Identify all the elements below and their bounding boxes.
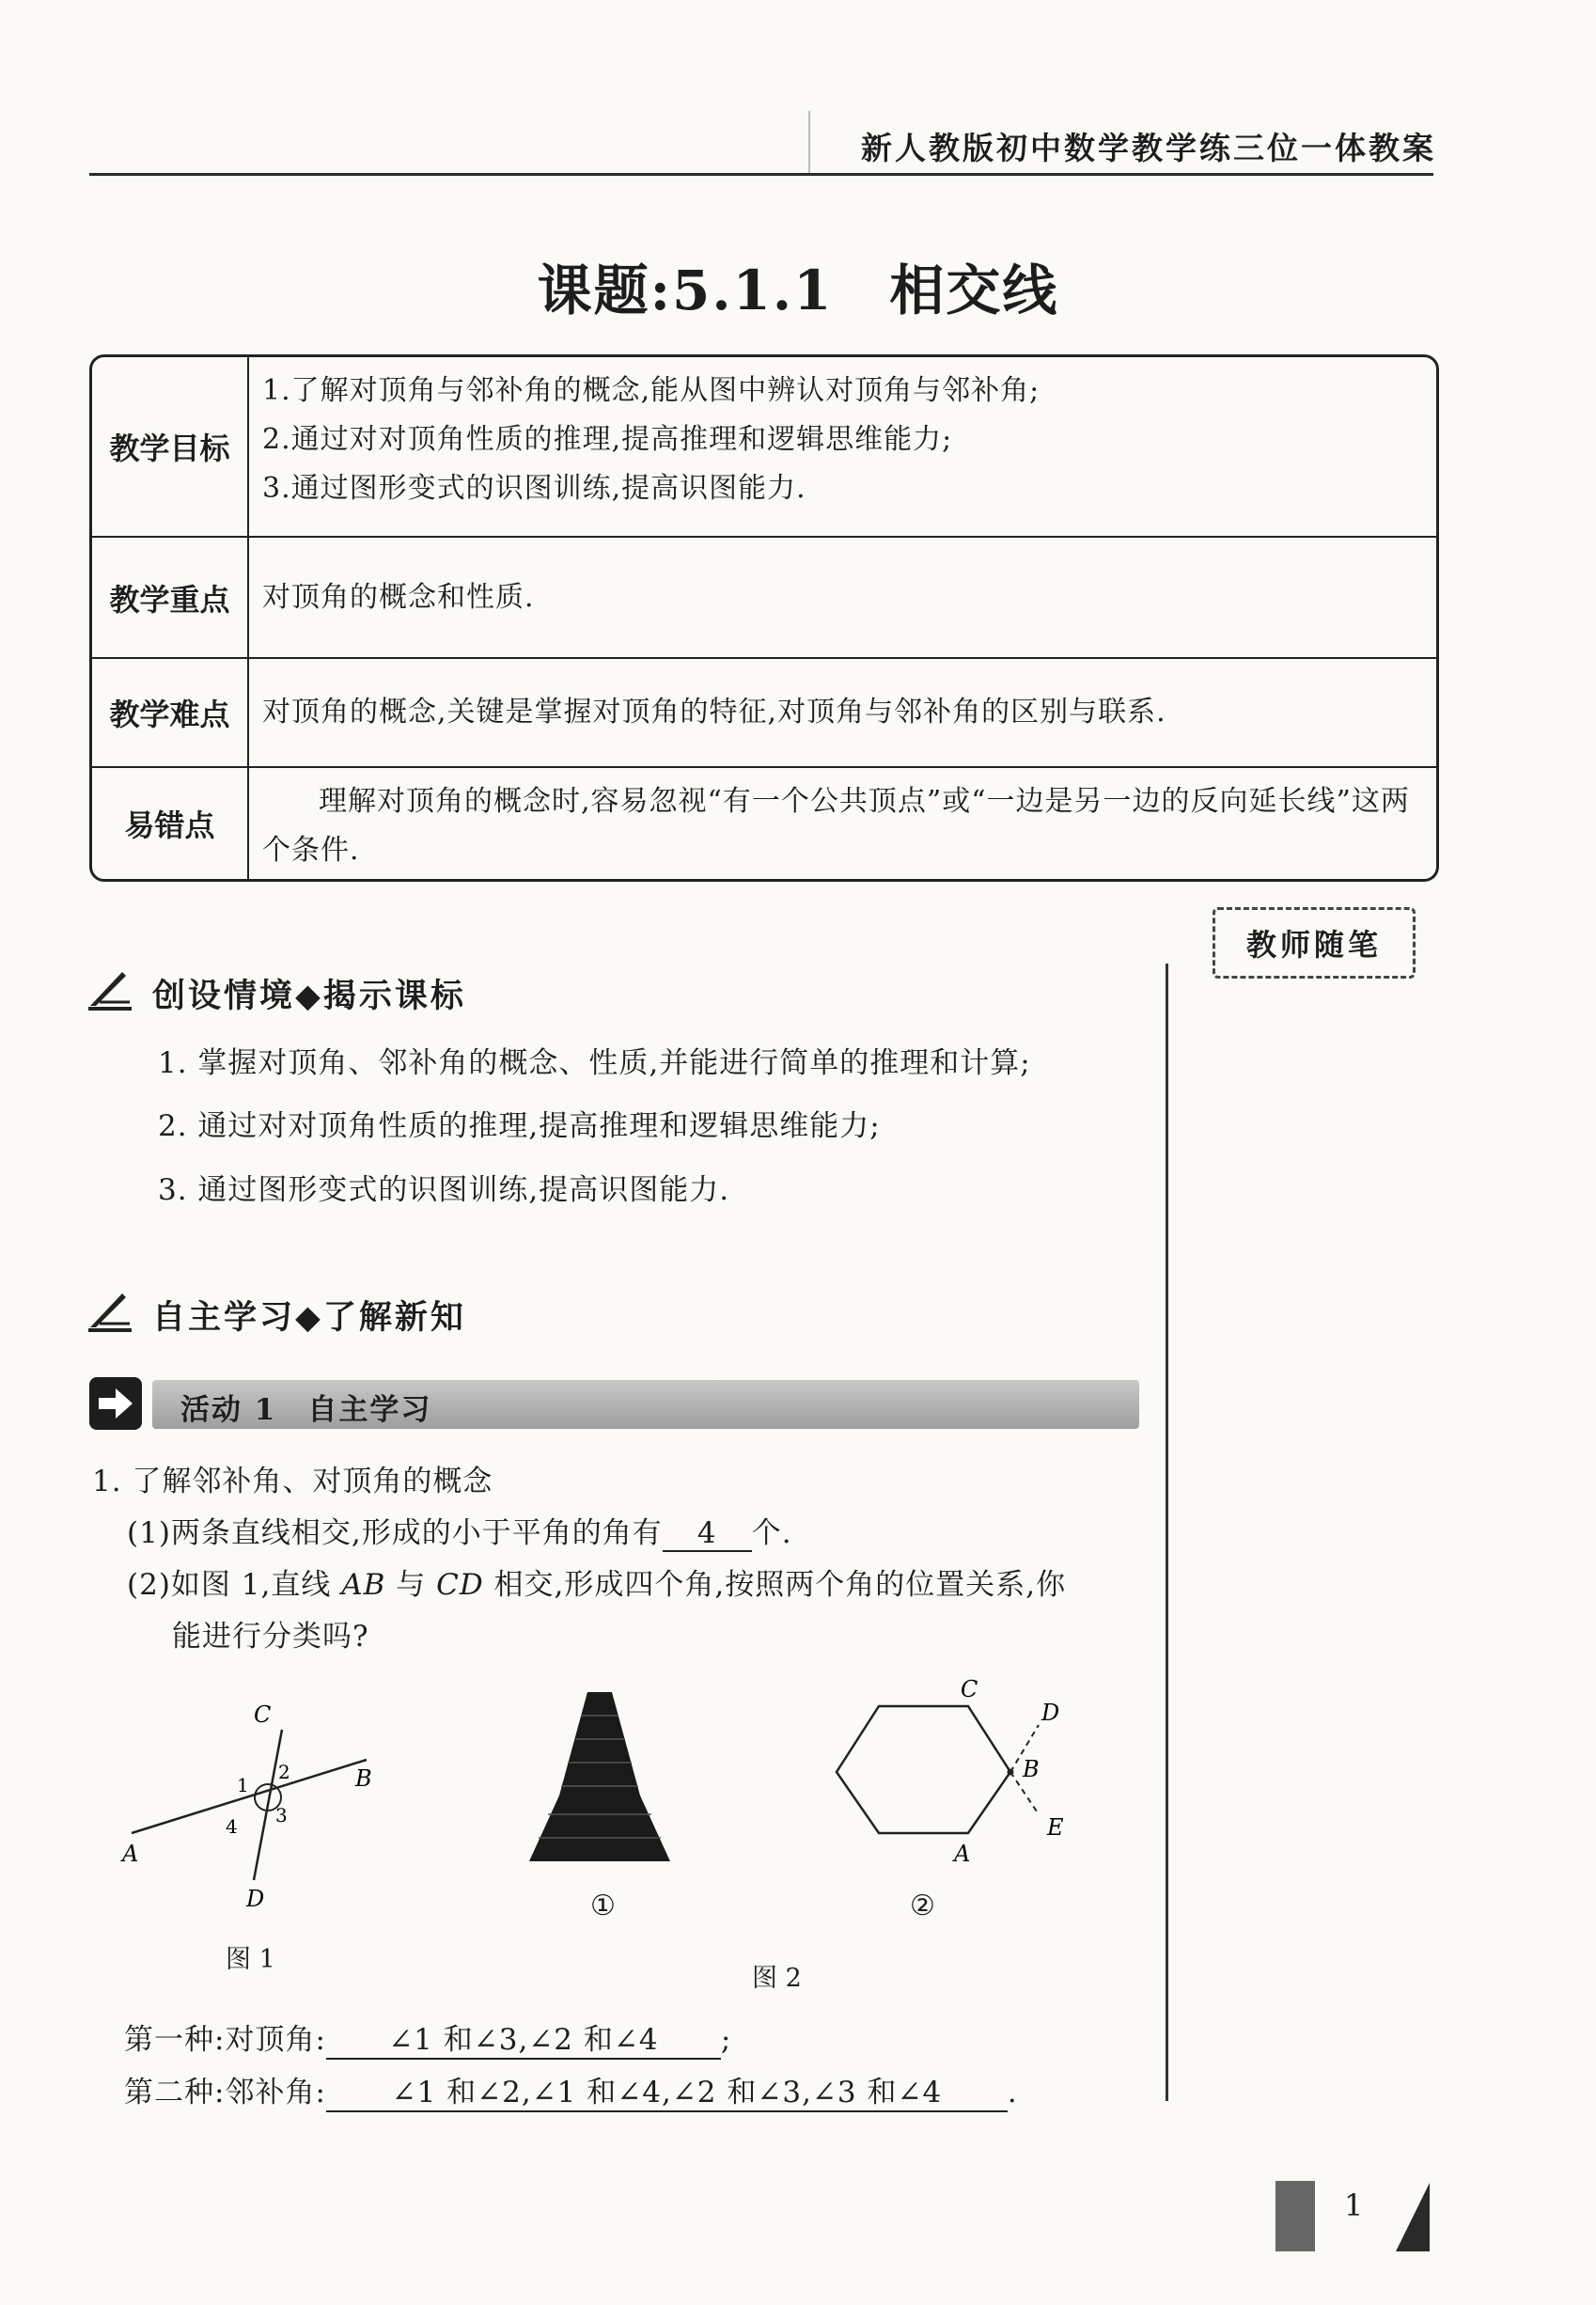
answer-adjacent-angles [124,2068,1018,2112]
answer-label: 第二种:邻补角: [124,2076,326,2109]
answer-blank: ∠1 和∠2,∠1 和∠4,∠2 和∠3,∠3 和∠4 [326,2068,1008,2112]
label-b: B [1023,1756,1040,1782]
mistake-line: 理解对顶角的概念时,容易忽视“有一个公共顶点”或“一边是另一边的反向延长线”这两个条件. [262,785,1410,867]
row-label: 教学重点 [92,538,249,657]
question-text: 相交,形成四个角,按照两个角的位置关系,你 [483,1568,1067,1602]
label-a: A [954,1841,971,1867]
line-name: CD [436,1568,484,1602]
question-text: (2)如图 1,直线 [127,1568,342,1602]
table-row-difficulties [92,657,1436,766]
answer-vertical-angles [124,2015,731,2060]
lesson-info-table [89,354,1439,882]
answer-blank: ∠1 和∠3,∠2 和∠4 [326,2015,721,2060]
line-ab [132,1760,367,1833]
row-content [249,768,1436,879]
figure-2-part-1-label: ① [590,1889,616,1922]
difficulty-line: 对顶角的概念,关键是掌握对顶角的特征,对顶角与邻补角的区别与联系. [262,696,1166,729]
angle-1-label: 1 [237,1774,249,1796]
book-title: 新人教版初中数学教学练三位一体教案 [861,130,1436,166]
list-item: 2. 通过对对顶角性质的推理,提高推理和逻辑思维能力; [158,1109,881,1143]
label-d: D [1041,1700,1060,1726]
row-content [249,659,1436,766]
objective-line: 3.通过图形变式的识图训练,提高识图能力. [262,472,806,505]
question-text: 能进行分类吗? [172,1620,369,1654]
line-name: AB [341,1568,386,1602]
angle-3-label: 3 [275,1804,288,1827]
question-text: (1)两条直线相交,形成的小于平角的角有 [127,1516,663,1550]
objective-line: 1.了解对顶角与邻补角的概念,能从图中辨认对顶角与邻补角; [262,374,1041,407]
table-row-objectives [92,357,1436,536]
question-heading: 1. 了解邻补角、对顶角的概念 [92,1465,493,1498]
question-text: 个. [751,1516,792,1550]
list-item: 3. 通过图形变式的识图训练,提高识图能力. [158,1173,730,1207]
objective-line: 2.通过对对顶角性质的推理,提高推理和逻辑思维能力; [262,423,953,456]
label-e: E [1047,1814,1064,1841]
label-a: A [122,1841,139,1867]
label-c: C [961,1676,978,1702]
question-1-2 [127,1560,1066,1603]
lesson-title: 课题:5.1.1 相交线 [537,259,1059,322]
angle-2-label: 2 [278,1761,290,1783]
figure-1-caption: 图 1 [226,1945,275,1974]
pagoda-photo [529,1692,670,1861]
hexagon [837,1706,1010,1833]
answer-blank: 4 [663,1516,752,1552]
section-heading: 创设情境◆揭示课标 [152,977,466,1015]
activity-title: 活动 1 自主学习 [180,1393,432,1427]
section-heading: 自主学习◆了解新知 [152,1298,466,1337]
header-tab-mark [808,111,823,173]
question-1-1 [127,1509,792,1552]
figure-2-hexagon [808,1673,1100,1880]
list-item: 1. 掌握对顶角、邻补角的概念、性质,并能进行简单的推理和计算; [158,1046,1031,1080]
header-rule [89,173,1433,176]
page-number: 1 [1344,2187,1364,2223]
label-b: B [355,1765,372,1792]
label-d: D [246,1886,265,1908]
table-row-key-points [92,536,1436,657]
footer-block [1275,2181,1315,2251]
pen-icon [86,968,133,1011]
answer-label: 第一种:对顶角: [124,2023,326,2057]
row-content [249,538,1436,657]
table-row-common-mistakes [92,766,1436,879]
question-text: 与 [385,1568,437,1602]
teacher-notes-label: 教师随笔 [1213,907,1416,979]
arrow-right-icon [89,1377,142,1430]
notes-column-divider [1166,964,1168,2101]
figure-2-part-2-label: ② [910,1889,935,1922]
answer-end: ; [720,2023,732,2057]
figure-1-intersecting-lines [113,1692,395,1908]
angle-4-label: 4 [226,1815,238,1838]
footer-triangle [1396,2183,1430,2251]
answer-end: . [1007,2076,1018,2109]
label-c: C [254,1701,272,1728]
row-label: 教学难点 [92,659,249,766]
key-point-line: 对顶角的概念和性质. [262,580,535,614]
row-content [249,357,1436,536]
row-label: 教学目标 [92,357,249,536]
row-label: 易错点 [92,768,249,879]
figure-2-caption: 图 2 [752,1964,802,1993]
pen-icon [86,1290,133,1333]
